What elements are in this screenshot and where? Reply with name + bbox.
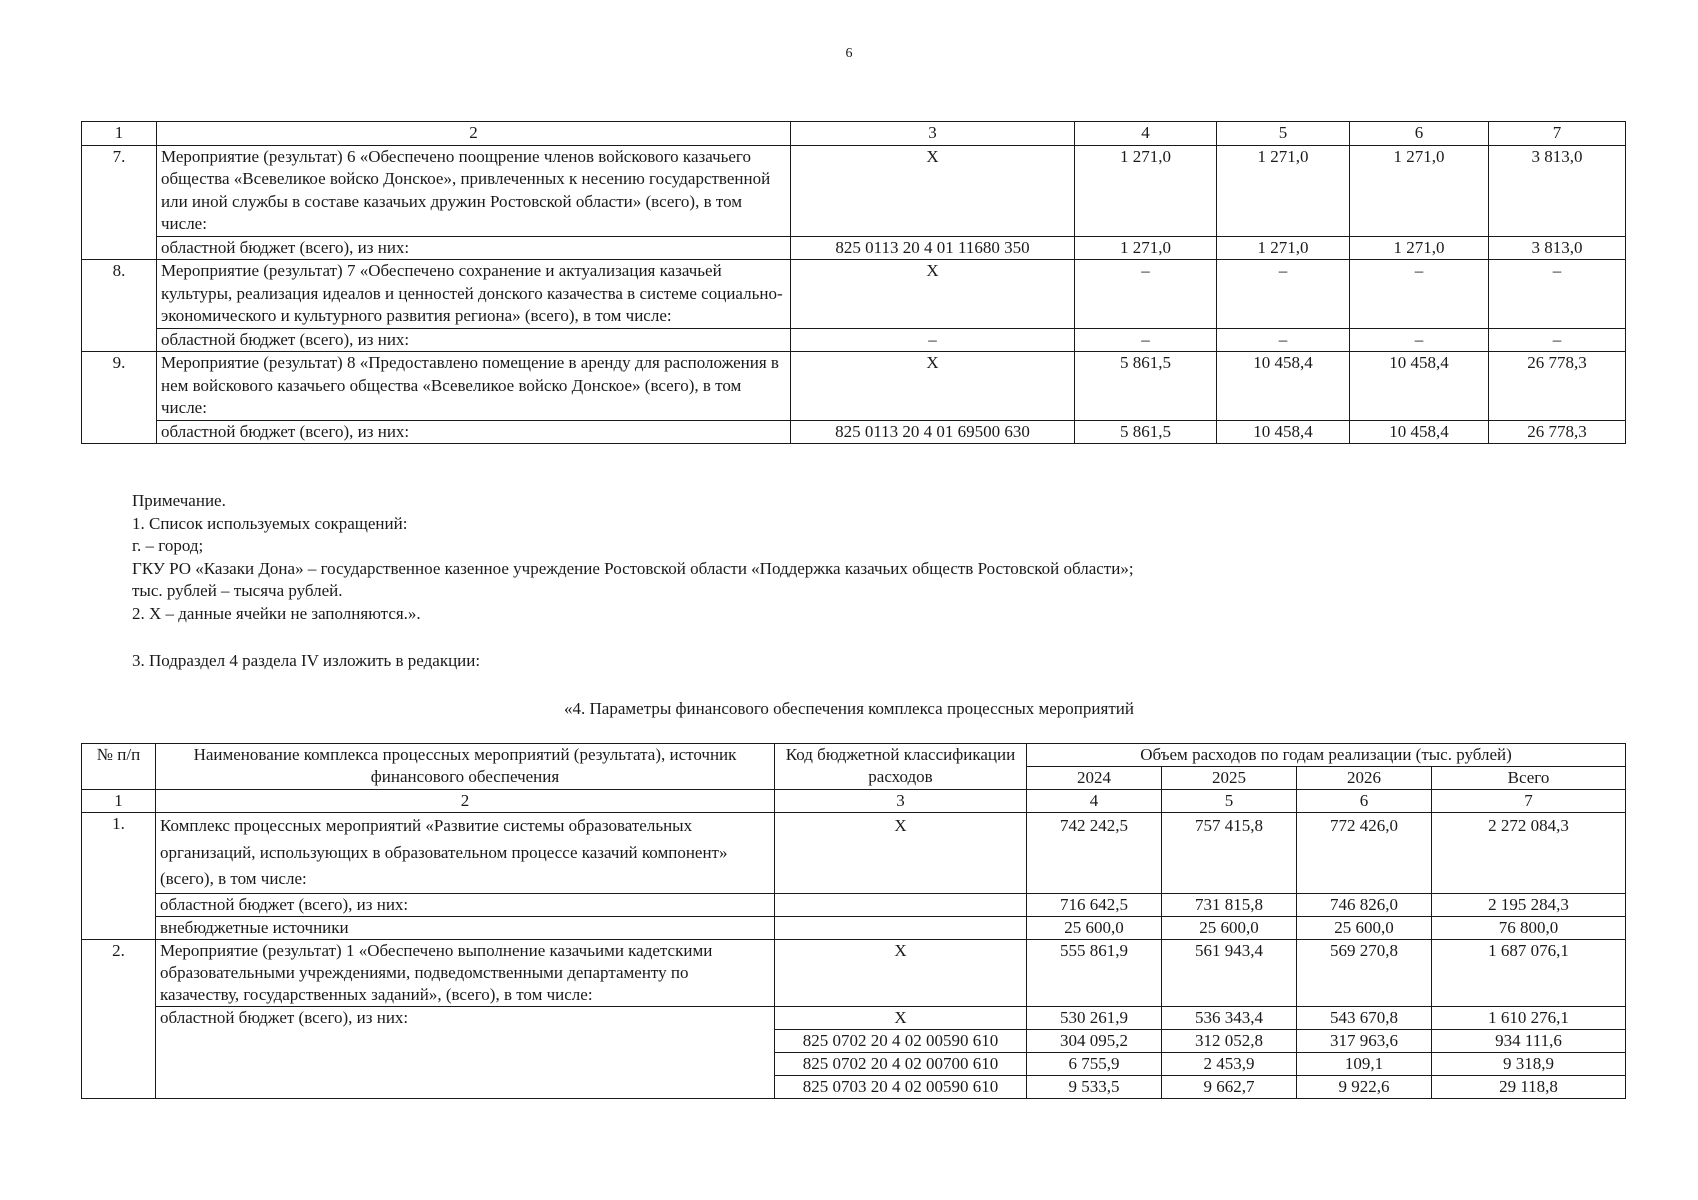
row-value-2024: 9 533,5 [1027, 1075, 1162, 1098]
row-value-2026: 10 458,4 [1350, 420, 1489, 444]
row-name: Мероприятие (результат) 1 «Обеспечено выполнение казачьими кадетскими образовательными учреждениями, подведомственными департаменту по казачеству, государственных заданий», (всего), в том числе: [156, 939, 775, 1006]
row-value-2025: 25 600,0 [1162, 916, 1297, 939]
header-num-cell: 6 [1297, 790, 1432, 813]
row-value-2026: 569 270,8 [1297, 939, 1432, 1006]
row-name: Мероприятие (результат) 8 «Предоставлено помещение в аренду для расположения в нем войскового казачьего общества «Всевеликое войско Донское» (всего), в том числе: [157, 352, 791, 421]
header-name: Наименование комплекса процессных мероприятий (результата), источник финансового обеспечения [156, 744, 775, 790]
header-volume: Объем расходов по годам реализации (тыс. рублей) [1027, 744, 1626, 767]
header-year-2024: 2024 [1027, 767, 1162, 790]
row-name: Мероприятие (результат) 6 «Обеспечено поощрение членов войскового казачьего общества «Всевеликое войско Донское», привлеченных к несению государственной или иной службы в составе казачьих дружин Ростовской области» (всего), в том числе: [157, 145, 791, 236]
header-num-cell: 6 [1350, 122, 1489, 146]
row-name: областной бюджет (всего), из них: [156, 1006, 775, 1098]
row-code: Х [791, 145, 1075, 236]
row-code: Х [791, 352, 1075, 421]
notes-block [132, 490, 1134, 625]
table-row [82, 916, 1626, 939]
table-row [82, 236, 1626, 260]
row-code: 825 0702 20 4 02 00700 610 [775, 1052, 1027, 1075]
row-value-2024: 1 271,0 [1075, 145, 1217, 236]
row-value-2026: 9 922,6 [1297, 1075, 1432, 1098]
row-name: областной бюджет (всего), из них: [157, 420, 791, 444]
row-number: 8. [82, 260, 157, 352]
row-code: Х [775, 813, 1027, 894]
notes-line: тыс. рублей – тысяча рублей. [132, 581, 343, 600]
row-value-2025: 312 052,8 [1162, 1029, 1297, 1052]
row-number: 1. [82, 813, 156, 940]
row-value-2024: 5 861,5 [1075, 352, 1217, 421]
row-value-2025: 10 458,4 [1217, 420, 1350, 444]
row-value-2026: – [1350, 328, 1489, 352]
table-header-row [82, 744, 1626, 767]
row-value-2024: – [1075, 328, 1217, 352]
notes-line: 2. Х – данные ячейки не заполняются.». [132, 603, 421, 623]
row-value-2025: 9 662,7 [1162, 1075, 1297, 1098]
table-row [82, 939, 1626, 1006]
row-number: 2. [82, 939, 156, 1098]
table-header-numbers [82, 122, 1626, 146]
table-row [82, 352, 1626, 421]
table-header-numbers [82, 790, 1626, 813]
table-activities-continued [81, 121, 1626, 444]
header-num-cell: 5 [1162, 790, 1297, 813]
row-value-2026: – [1350, 260, 1489, 329]
row-value-total: 2 195 284,3 [1432, 893, 1626, 916]
amendment-paragraph: 3. Подраздел 4 раздела IV изложить в редакции: [132, 651, 481, 670]
row-code: Х [775, 1006, 1027, 1029]
row-name: Комплекс процессных мероприятий «Развитие системы образовательных организаций, использующих в образовательном процессе казачий компонент» (всего), в том числе: [156, 813, 775, 894]
header-num-cell: 2 [156, 790, 775, 813]
row-code: 825 0113 20 4 01 69500 630 [791, 420, 1075, 444]
row-code: 825 0702 20 4 02 00590 610 [775, 1029, 1027, 1052]
row-value-2025: 1 271,0 [1217, 236, 1350, 260]
header-num: № п/п [82, 744, 156, 790]
header-num-cell: 5 [1217, 122, 1350, 146]
row-code: 825 0703 20 4 02 00590 610 [775, 1075, 1027, 1098]
row-value-total: 9 318,9 [1432, 1052, 1626, 1075]
row-code: – [791, 328, 1075, 352]
table-row [82, 260, 1626, 329]
row-value-2026: 1 271,0 [1350, 236, 1489, 260]
table-row [82, 328, 1626, 352]
row-value-2024: – [1075, 260, 1217, 329]
row-code [775, 916, 1027, 939]
notes-line: 1. Список используемых сокращений: [132, 513, 408, 533]
row-code: Х [775, 939, 1027, 1006]
row-value-2025: – [1217, 260, 1350, 329]
row-name: областной бюджет (всего), из них: [157, 236, 791, 260]
row-value-2026: 25 600,0 [1297, 916, 1432, 939]
row-value-total: – [1489, 328, 1626, 352]
header-num-cell: 3 [791, 122, 1075, 146]
row-name: областной бюджет (всего), из них: [156, 893, 775, 916]
row-value-2024: 555 861,9 [1027, 939, 1162, 1006]
header-num-cell: 4 [1027, 790, 1162, 813]
row-value-2024: 5 861,5 [1075, 420, 1217, 444]
row-value-2025: 731 815,8 [1162, 893, 1297, 916]
row-value-total: 29 118,8 [1432, 1075, 1626, 1098]
row-value-2025: 561 943,4 [1162, 939, 1297, 1006]
row-value-2025: 1 271,0 [1217, 145, 1350, 236]
table-financial-parameters [81, 743, 1626, 1099]
table-row [82, 893, 1626, 916]
header-num-cell: 4 [1075, 122, 1217, 146]
table-row [82, 420, 1626, 444]
row-name: областной бюджет (всего), из них: [157, 328, 791, 352]
row-code [775, 893, 1027, 916]
notes-title: Примечание. [132, 491, 226, 510]
header-num-cell: 1 [82, 790, 156, 813]
row-value-2026: 543 670,8 [1297, 1006, 1432, 1029]
header-num-cell: 7 [1432, 790, 1626, 813]
row-value-2024: 25 600,0 [1027, 916, 1162, 939]
row-value-2025: 536 343,4 [1162, 1006, 1297, 1029]
row-value-total: 1 687 076,1 [1432, 939, 1626, 1006]
row-value-2024: 304 095,2 [1027, 1029, 1162, 1052]
notes-line: г. – город; [132, 536, 204, 555]
row-value-2025: 2 453,9 [1162, 1052, 1297, 1075]
header-total: Всего [1432, 767, 1626, 790]
row-value-2026: 746 826,0 [1297, 893, 1432, 916]
table-row [82, 1006, 1626, 1029]
row-code: 825 0113 20 4 01 11680 350 [791, 236, 1075, 260]
notes-line: ГКУ РО «Казаки Дона» – государственное казенное учреждение Ростовской области «Поддержка казачьих обществ Ростовской области»; [132, 558, 1134, 578]
row-value-total: 76 800,0 [1432, 916, 1626, 939]
row-value-total: 934 111,6 [1432, 1029, 1626, 1052]
header-code: Код бюджетной классификации расходов [775, 744, 1027, 790]
row-value-total: 26 778,3 [1489, 352, 1626, 421]
row-value-2025: – [1217, 328, 1350, 352]
row-value-total: 3 813,0 [1489, 236, 1626, 260]
row-value-2026: 109,1 [1297, 1052, 1432, 1075]
row-value-2024: 6 755,9 [1027, 1052, 1162, 1075]
row-value-2026: 317 963,6 [1297, 1029, 1432, 1052]
header-num-cell: 3 [775, 790, 1027, 813]
row-value-2025: 10 458,4 [1217, 352, 1350, 421]
row-name: Мероприятие (результат) 7 «Обеспечено сохранение и актуализация казачьей культуры, реализация идеалов и ценностей донского казачества в системе социально-экономического и культурного развития региона» (всего), в том числе: [157, 260, 791, 329]
table-row [82, 145, 1626, 236]
header-num-cell: 1 [82, 122, 157, 146]
row-value-2026: 10 458,4 [1350, 352, 1489, 421]
header-year-2025: 2025 [1162, 767, 1297, 790]
header-num-cell: 7 [1489, 122, 1626, 146]
row-number: 9. [82, 352, 157, 444]
row-name: внебюджетные источники [156, 916, 775, 939]
row-value-2024: 1 271,0 [1075, 236, 1217, 260]
row-value-2024: 742 242,5 [1027, 813, 1162, 894]
row-value-2026: 1 271,0 [1350, 145, 1489, 236]
row-value-2024: 530 261,9 [1027, 1006, 1162, 1029]
row-value-2026: 772 426,0 [1297, 813, 1432, 894]
header-year-2026: 2026 [1297, 767, 1432, 790]
row-value-total: 2 272 084,3 [1432, 813, 1626, 894]
row-value-total: 26 778,3 [1489, 420, 1626, 444]
row-value-total: 3 813,0 [1489, 145, 1626, 236]
table-row [82, 813, 1626, 894]
row-value-total: 1 610 276,1 [1432, 1006, 1626, 1029]
row-value-2025: 757 415,8 [1162, 813, 1297, 894]
row-number: 7. [82, 145, 157, 260]
header-num-cell: 2 [157, 122, 791, 146]
row-value-total: – [1489, 260, 1626, 329]
section-heading: «4. Параметры финансового обеспечения комплекса процессных мероприятий [564, 699, 1134, 718]
row-code: Х [791, 260, 1075, 329]
row-value-2024: 716 642,5 [1027, 893, 1162, 916]
page-number: 6 [845, 46, 853, 61]
